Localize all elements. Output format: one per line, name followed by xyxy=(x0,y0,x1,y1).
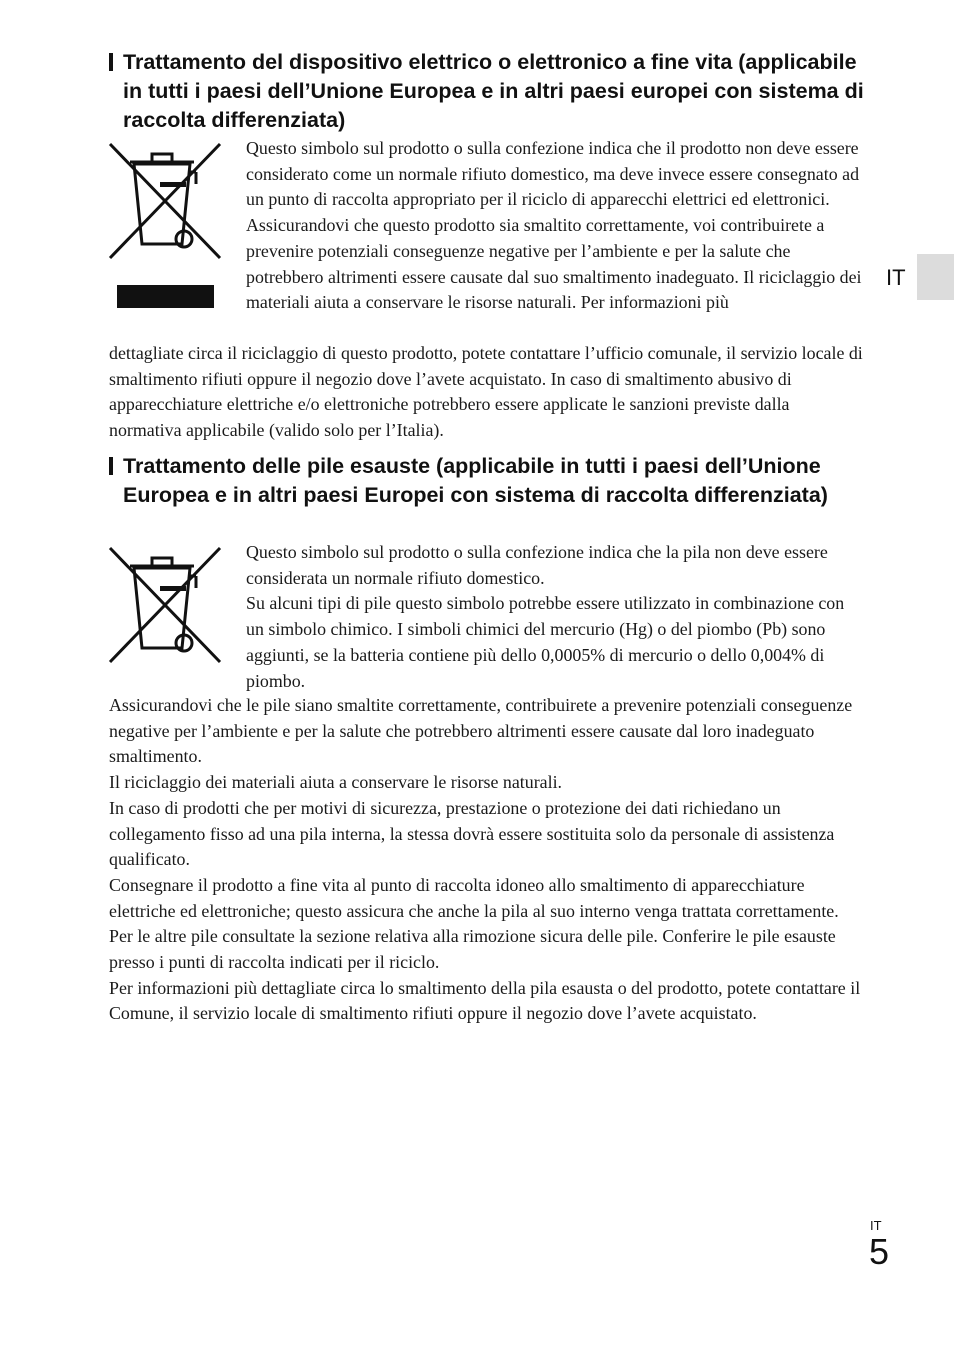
page-number: 5 xyxy=(869,1231,890,1272)
heading-marker-bar xyxy=(109,457,113,475)
body-paragraph: Per le altre pile consultate la sezione relativa alla rimozione sicura delle pile. Conferire le pile esauste presso i punti di raccolta indicati per il riciclo. xyxy=(109,926,836,973)
body-paragraph: Su alcuni tipi di pile questo simbolo potrebbe essere utilizzato in combinazione con un simbolo chimico. I simboli chimici del mercurio (Hg) o del piombo (Pb) sono aggiunti, se la batteria contiene più dello 0,0005% di mercurio o dello 0,004% di piombo. xyxy=(246,593,845,691)
section-body-continued xyxy=(109,341,866,444)
body-paragraph: Il riciclaggio dei materiali aiuta a conservare le risorse naturali. xyxy=(109,772,563,793)
page-language-code: IT xyxy=(870,1218,882,1233)
section-body-full xyxy=(109,693,866,1027)
body-paragraph: Questo simbolo sul prodotto o sulla confezione indica che il prodotto non deve essere considerato come un normale rifiuto domestico, ma deve invece essere consegnato ad un punto di raccolta appropriato per il riciclo di apparecchi elettrici ed elettronici. Assicurandovi che questo prodotto sia smaltito correttamente, voi contribuirete a prevenire potenziali conseguenze negative per l’ambiente e per la salute che potrebbero altrimenti essere causate dal suo smaltimento inadeguato. Il riciclaggio dei materiali aiuta a conservare le risorse naturali. Per informazioni più xyxy=(246,138,862,313)
body-paragraph: dettagliate circa il riciclaggio di questo prodotto, potete contattare l’ufficio comunale, il servizio locale di smaltimento rifiuti oppure il negozio dove l’avete acquistato. In caso di smaltimento abusivo di apparecchiature elettriche e/o elettroniche potrebbero essere applicate le sanzioni previste dalla normativa applicabile (valido solo per l’Italia). xyxy=(109,343,863,441)
body-paragraph: Questo simbolo sul prodotto o sulla confezione indica che la pila non deve essere considerata un normale rifiuto domestico. xyxy=(246,542,828,588)
section-body-wrapped xyxy=(246,540,866,694)
section-body-wrapped xyxy=(246,136,866,316)
body-paragraph: Assicurandovi che le pile siano smaltite correttamente, contribuirete a prevenire potenziali conseguenze negative per l’ambiente e per la salute che potrebbero altrimenti essere causate dal loro inadeguato smaltimento. xyxy=(109,695,853,767)
crossed-out-wheeled-bin-with-bar-icon xyxy=(108,142,224,317)
section-heading-weee xyxy=(109,48,869,135)
body-paragraph: Per informazioni più dettagliate circa lo smaltimento della pila esausta o del prodotto, potete contattare il Comune, il servizio locale di smaltimento rifiuti oppure il negozio dove l’avete acquistato. xyxy=(109,977,861,1024)
body-paragraph: Consegnare il prodotto a fine vita al punto di raccolta idoneo allo smaltimento di apparecchiature elettriche ed elettroniche; questo assicura che anche la pila al suo interno venga trattata correttamente. xyxy=(109,874,839,921)
section-heading-text: Trattamento del dispositivo elettrico o elettronico a fine vita (applicabile in tutti i paesi dell’Unione Europea e in altri paesi europei con sistema di raccolta differenziata) xyxy=(123,50,864,132)
crossed-out-wheeled-bin-icon xyxy=(108,546,224,671)
section-heading-text: Trattamento delle pile esauste (applicabile in tutti i paesi dell’Unione Europea e in altri paesi Europei con sistema di raccolta differenziata) xyxy=(123,454,828,507)
language-side-tab xyxy=(917,254,954,300)
body-paragraph: In caso di prodotti che per motivi di sicurezza, prestazione o protezione dei dati richiedano un collegamento fisso ad una pila interna, la stessa dovrà essere sostituita solo da personale di assistenza qualificato. xyxy=(109,797,835,870)
section-heading-batteries xyxy=(109,452,869,510)
language-side-label: IT xyxy=(886,265,906,290)
heading-marker-bar xyxy=(109,53,113,71)
